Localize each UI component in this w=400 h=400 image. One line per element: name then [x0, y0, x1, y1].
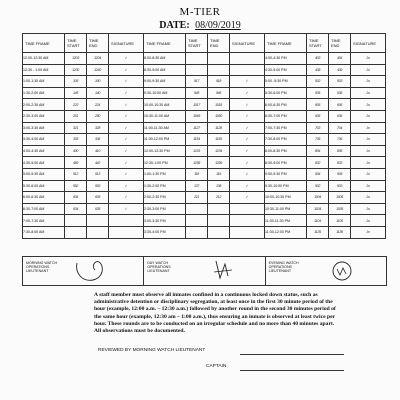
signature-cell[interactable]: Jn — [351, 203, 386, 215]
time-start-cell[interactable]: 634 — [65, 203, 87, 215]
time-frame-cell: 11:30-12:00 PM — [265, 226, 307, 238]
time-start-cell[interactable]: 400 — [65, 145, 87, 157]
signature-cell[interactable] — [230, 64, 265, 76]
table-row — [23, 215, 386, 227]
time-start-cell[interactable]: 1034 — [307, 203, 329, 215]
signature-cell[interactable]: ✓ — [230, 157, 265, 169]
time-start-cell[interactable] — [65, 226, 87, 238]
time-start-cell[interactable] — [186, 64, 208, 76]
time-end-cell[interactable] — [208, 53, 230, 65]
time-frame-cell: 3:30-4:00 PM — [144, 226, 186, 238]
time-end-cell[interactable]: 635 — [87, 203, 109, 215]
time-frame-cell: 9:00-9:30 PM — [265, 168, 307, 180]
signature-cell[interactable]: ✓ — [230, 192, 265, 204]
table-row — [23, 134, 386, 146]
time-frame-cell: 1:00-1:30 PM — [144, 168, 186, 180]
time-frame-cell: 9:30-10:00 AM — [144, 87, 186, 99]
time-frame-cell: 7:30-8:00 PM — [265, 134, 307, 146]
time-start-cell[interactable] — [65, 215, 87, 227]
time-end-cell[interactable]: 138 — [208, 180, 230, 192]
time-start-cell[interactable]: 502 — [307, 76, 329, 88]
time-frame-cell: 12:00-12:30 AM — [23, 53, 65, 65]
table-row — [23, 157, 386, 169]
date-row — [0, 20, 400, 31]
day-lieutenant-label: DAY WATCH OPERATIONS LIEUTENANT — [147, 261, 171, 274]
header-time-frame: TIME FRAME — [23, 34, 65, 53]
time-end-cell[interactable]: 250 — [87, 110, 109, 122]
time-frame-cell: 9:30-10:00 PM — [265, 180, 307, 192]
signature-cell[interactable]: ✓ — [109, 110, 144, 122]
time-end-cell[interactable]: 1018 — [208, 99, 230, 111]
signature-cell[interactable]: ✓ — [230, 168, 265, 180]
signature-cell[interactable]: ✓ — [109, 64, 144, 76]
time-end-cell[interactable]: 119 — [208, 168, 230, 180]
time-start-cell[interactable]: 118 — [186, 168, 208, 180]
date-value: 08/09/2019 — [195, 20, 241, 31]
captain-label: CAPTAIN — [206, 364, 227, 369]
time-end-cell[interactable] — [208, 203, 230, 215]
morning-lieutenant-signature-icon — [71, 258, 141, 284]
time-start-cell[interactable]: 321 — [65, 122, 87, 134]
time-frame-cell: 1:00-1:30 AM — [23, 76, 65, 88]
evening-lieutenant-label: EVENING WATCH OPERATIONS LIEUTENANT — [268, 261, 299, 274]
table-row — [23, 64, 386, 76]
time-end-cell[interactable]: 1234 — [208, 145, 230, 157]
time-frame-cell: 3:00-3:30 AM — [23, 122, 65, 134]
time-start-cell[interactable]: 1154 — [186, 134, 208, 146]
signature-cell[interactable] — [230, 53, 265, 65]
time-frame-cell: 4:00-4:30 PM — [265, 53, 307, 65]
lieutenant-signature-row — [22, 256, 387, 286]
signature-cell[interactable]: Jn — [351, 99, 386, 111]
signature-cell[interactable]: Jn — [351, 64, 386, 76]
time-start-cell[interactable]: 145 — [65, 87, 87, 99]
time-frame-cell: 11:00-11:30 PM — [265, 215, 307, 227]
morning-lieutenant-cell — [23, 257, 144, 285]
table-row — [23, 110, 386, 122]
signature-cell[interactable]: ✓ — [109, 122, 144, 134]
header-time-end: TIME END — [329, 34, 351, 53]
time-end-cell[interactable]: 736 — [329, 134, 351, 146]
time-frame-cell: 10:30-11:00 AM — [144, 110, 186, 122]
time-end-cell[interactable]: 513 — [87, 168, 109, 180]
time-frame-cell: 4:00-4:30 AM — [23, 145, 65, 157]
signature-cell[interactable]: ✓ — [109, 76, 144, 88]
time-end-cell[interactable]: 833 — [329, 157, 351, 169]
header-time-start: TIME START — [65, 34, 87, 53]
time-start-cell[interactable]: 1203 — [65, 53, 87, 65]
time-start-cell[interactable]: 1230 — [65, 64, 87, 76]
table-row — [23, 192, 386, 204]
time-frame-cell: 1:30-2:00 PM — [144, 180, 186, 192]
time-end-cell[interactable] — [87, 215, 109, 227]
signature-cell[interactable]: ✓ — [230, 87, 265, 99]
round-log-table — [22, 33, 386, 239]
table-row — [23, 122, 386, 134]
time-frame-cell: 4:30-5:00 AM — [23, 157, 65, 169]
time-end-cell[interactable]: 336 — [87, 134, 109, 146]
time-start-cell[interactable]: 1017 — [186, 99, 208, 111]
table-row — [23, 76, 386, 88]
header-time-start: TIME START — [186, 34, 208, 53]
time-frame-cell: 6:30-7:00 AM — [23, 203, 65, 215]
time-frame-cell: 11:30-12:00 PM — [144, 134, 186, 146]
time-end-cell[interactable]: 328 — [87, 122, 109, 134]
time-start-cell[interactable]: 1258 — [186, 157, 208, 169]
time-start-cell[interactable] — [186, 215, 208, 227]
signature-cell[interactable]: Jn — [351, 180, 386, 192]
time-frame-cell: 6:30-7:00 PM — [265, 110, 307, 122]
signature-cell[interactable]: ✓ — [109, 87, 144, 99]
form-title: M-TIER — [179, 6, 221, 18]
time-frame-cell: 5:00 -5:30 PM — [265, 76, 307, 88]
time-frame-cell: 12:00-12:30 PM — [144, 145, 186, 157]
time-start-cell[interactable]: 804 — [307, 145, 329, 157]
time-frame-cell: 2:30-3:00 PM — [144, 203, 186, 215]
signature-cell[interactable]: ✓ — [109, 168, 144, 180]
date-label: DATE: — [159, 20, 190, 31]
time-end-cell[interactable]: 1136 — [329, 226, 351, 238]
time-start-cell[interactable]: 1104 — [307, 215, 329, 227]
time-frame-cell: 12:30-1:00 PM — [144, 157, 186, 169]
time-start-cell[interactable]: 1004 — [307, 192, 329, 204]
time-end-cell[interactable]: 1240 — [87, 64, 109, 76]
signature-cell[interactable]: ✓ — [230, 110, 265, 122]
time-frame-cell: 8:30-9:00 AM — [144, 64, 186, 76]
time-frame-cell: 7:30-8:00 AM — [23, 226, 65, 238]
time-end-cell[interactable]: 1005 — [329, 192, 351, 204]
time-start-cell[interactable] — [186, 226, 208, 238]
time-start-cell[interactable]: 223 — [65, 99, 87, 111]
time-end-cell[interactable] — [208, 64, 230, 76]
time-frame-cell: 10:00-10:30 PM — [265, 192, 307, 204]
captain-signature-line[interactable] — [240, 370, 344, 371]
table-row — [23, 145, 386, 157]
time-start-cell[interactable]: 335 — [65, 134, 87, 146]
time-frame-cell: 7:00-7:30 PM — [265, 122, 307, 134]
signature-cell[interactable] — [230, 203, 265, 215]
time-end-cell[interactable]: 1105 — [329, 215, 351, 227]
signature-cell[interactable]: Jn — [351, 110, 386, 122]
signature-cell[interactable]: Jn — [351, 122, 386, 134]
time-frame-cell: 3:00-3:30 PM — [144, 215, 186, 227]
time-start-cell[interactable]: 211 — [186, 192, 208, 204]
time-start-cell[interactable] — [186, 53, 208, 65]
table-row — [23, 87, 386, 99]
time-end-cell[interactable]: 933 — [329, 180, 351, 192]
signature-cell[interactable]: ✓ — [230, 145, 265, 157]
signature-cell[interactable]: ✓ — [230, 180, 265, 192]
signature-cell[interactable]: Jn — [351, 192, 386, 204]
signature-cell[interactable]: ✓ — [230, 76, 265, 88]
day-lieutenant-signature-icon — [192, 258, 262, 284]
time-end-cell[interactable]: 946 — [208, 87, 230, 99]
signature-cell[interactable]: Jn — [351, 76, 386, 88]
time-start-cell[interactable]: 703 — [307, 122, 329, 134]
morning-lieutenant-label: MORNING WATCH OPERATIONS LIEUTENANT — [26, 261, 58, 274]
time-end-cell[interactable]: 439 — [329, 64, 351, 76]
time-frame-cell: 8:30-9:00 PM — [265, 157, 307, 169]
time-frame-cell: 6:00-6:30 PM — [265, 99, 307, 111]
table-row — [23, 99, 386, 111]
time-start-cell[interactable]: 403 — [307, 53, 329, 65]
time-start-cell[interactable]: 735 — [307, 134, 329, 146]
signature-cell[interactable] — [109, 215, 144, 227]
signature-cell[interactable]: ✓ — [230, 122, 265, 134]
time-start-cell[interactable]: 932 — [307, 180, 329, 192]
header-signature: SIGNATURE — [351, 34, 386, 53]
signature-cell[interactable]: Jn — [351, 53, 386, 65]
time-start-cell[interactable]: 832 — [307, 157, 329, 169]
time-end-cell[interactable]: 636 — [329, 110, 351, 122]
time-start-cell[interactable]: 1233 — [186, 145, 208, 157]
time-start-cell[interactable]: 1135 — [307, 226, 329, 238]
time-end-cell[interactable]: 1128 — [208, 122, 230, 134]
time-frame-cell: 11:00-11:30 AM — [144, 122, 186, 134]
table-row — [23, 168, 386, 180]
evening-lieutenant-signature-icon — [314, 258, 384, 284]
header-time-end: TIME END — [208, 34, 230, 53]
reviewed-by-signature-line[interactable] — [240, 354, 344, 355]
table-header-row — [23, 34, 386, 53]
time-start-cell[interactable]: 635 — [307, 110, 329, 122]
table-row — [23, 203, 386, 215]
time-start-cell[interactable]: 945 — [186, 87, 208, 99]
header-time-frame: TIME FRAME — [144, 34, 186, 53]
time-start-cell[interactable]: 459 — [65, 157, 87, 169]
time-end-cell[interactable]: 1050 — [208, 110, 230, 122]
time-frame-cell: 7:00-7:30 AM — [23, 215, 65, 227]
signature-cell[interactable]: ✓ — [109, 53, 144, 65]
time-end-cell[interactable]: 442 — [87, 157, 109, 169]
time-frame-cell: 10:30-11:00 PM — [265, 203, 307, 215]
signature-cell[interactable]: ✓ — [109, 99, 144, 111]
time-end-cell[interactable] — [208, 215, 230, 227]
table-row — [23, 226, 386, 238]
time-start-cell[interactable]: 1127 — [186, 122, 208, 134]
signature-cell[interactable]: ✓ — [109, 134, 144, 146]
time-end-cell[interactable]: 704 — [329, 122, 351, 134]
signature-cell[interactable]: Jn — [351, 168, 386, 180]
reviewed-by-label: REVIEWED BY MORNING WATCH LIEUTENANT — [98, 348, 206, 353]
time-start-cell[interactable]: 512 — [65, 168, 87, 180]
time-frame-cell: 4:30-5:00 PM — [265, 64, 307, 76]
header-time-end: TIME END — [87, 34, 109, 53]
header-time-start: TIME START — [307, 34, 329, 53]
time-frame-cell: 1:30-2:00 AM — [23, 87, 65, 99]
table-row — [23, 180, 386, 192]
time-frame-cell: 9:00-9:30 AM — [144, 76, 186, 88]
time-start-cell[interactable]: 605 — [307, 99, 329, 111]
time-frame-cell: 3:30-4:00 AM — [23, 134, 65, 146]
observation-policy-notice: A staff member must observe all inmates confined in a continuous locked down status, such as administrative detention or disciplinary segregation, at least once in the first 30 minute period of the hour (example, 12:00 a.m. – 12:30 a.m.) followed by another round in the second 30 minutes period of the same hour (example, 12:30 am – 1:00 a.m.), thus ensuring an inmate is observed at least twice per hour. These rounds are to be conducted on an irregular schedule and no more than 40 minutes apart. All observations must be documented. — [94, 292, 336, 335]
time-frame-cell: 5:00-5:30 AM — [23, 168, 65, 180]
evening-lieutenant-cell — [266, 257, 386, 285]
time-start-cell[interactable]: 105 — [65, 76, 87, 88]
time-frame-cell: 12:30 - 1:00 AM — [23, 64, 65, 76]
time-start-cell[interactable]: 438 — [307, 64, 329, 76]
time-end-cell[interactable]: 1204 — [87, 53, 109, 65]
time-start-cell[interactable]: 535 — [307, 87, 329, 99]
header-signature: SIGNATURE — [109, 34, 144, 53]
signature-cell[interactable]: ✓ — [109, 157, 144, 169]
signature-cell[interactable]: ✓ — [109, 180, 144, 192]
signature-cell[interactable] — [230, 226, 265, 238]
time-start-cell[interactable]: 917 — [186, 76, 208, 88]
time-end-cell[interactable]: 606 — [329, 99, 351, 111]
time-end-cell[interactable]: 1259 — [208, 157, 230, 169]
time-end-cell[interactable]: 140 — [87, 87, 109, 99]
time-end-cell[interactable]: 918 — [208, 76, 230, 88]
time-end-cell[interactable]: 536 — [329, 87, 351, 99]
time-end-cell[interactable]: 905 — [329, 168, 351, 180]
time-start-cell[interactable]: 251 — [65, 110, 87, 122]
time-end-cell[interactable] — [208, 226, 230, 238]
header-signature: SIGNATURE — [230, 34, 265, 53]
header-time-frame: TIME FRAME — [265, 34, 307, 53]
signature-cell[interactable]: Jn — [351, 87, 386, 99]
time-frame-cell: 2:00-2:30 PM — [144, 192, 186, 204]
time-end-cell[interactable]: 503 — [329, 76, 351, 88]
time-start-cell[interactable]: 604 — [65, 192, 87, 204]
time-end-cell[interactable]: 100 — [87, 76, 109, 88]
time-frame-cell: 8:00-8:30 PM — [265, 145, 307, 157]
table-body — [23, 53, 386, 239]
time-end-cell[interactable]: 553 — [87, 180, 109, 192]
signature-cell[interactable]: Jn — [351, 157, 386, 169]
time-end-cell[interactable] — [87, 226, 109, 238]
time-start-cell[interactable]: 137 — [186, 180, 208, 192]
signature-cell[interactable]: ✓ — [230, 99, 265, 111]
time-frame-cell: 5:30-6:00 PM — [265, 87, 307, 99]
time-frame-cell: 10:00-10:30 AM — [144, 99, 186, 111]
time-frame-cell: 6:00-6:30 AM — [23, 192, 65, 204]
table-row — [23, 53, 386, 65]
signature-cell[interactable]: Jn — [351, 145, 386, 157]
time-end-cell[interactable]: 404 — [329, 53, 351, 65]
signature-cell[interactable]: ✓ — [109, 145, 144, 157]
signature-cell[interactable]: Jn — [351, 226, 386, 238]
time-end-cell[interactable]: 212 — [208, 192, 230, 204]
time-frame-cell: 8:00-8:30 AM — [144, 53, 186, 65]
time-end-cell[interactable]: 1035 — [329, 203, 351, 215]
day-lieutenant-cell — [144, 257, 265, 285]
time-frame-cell: 2:30-3:00 AM — [23, 110, 65, 122]
time-end-cell[interactable]: 224 — [87, 99, 109, 111]
time-end-cell[interactable]: 410 — [87, 145, 109, 157]
time-frame-cell: 5:30-6:00 AM — [23, 180, 65, 192]
signature-cell[interactable]: ✓ — [109, 192, 144, 204]
time-start-cell[interactable]: 552 — [65, 180, 87, 192]
time-start-cell[interactable]: 1049 — [186, 110, 208, 122]
signature-cell[interactable] — [109, 226, 144, 238]
signature-cell[interactable]: Jn — [351, 215, 386, 227]
time-end-cell[interactable]: 805 — [329, 145, 351, 157]
signature-cell[interactable] — [230, 215, 265, 227]
signature-cell[interactable]: ✓ — [230, 134, 265, 146]
signature-cell[interactable]: Jn — [351, 134, 386, 146]
time-start-cell[interactable]: 904 — [307, 168, 329, 180]
signature-cell[interactable]: ✓ — [109, 203, 144, 215]
time-end-cell[interactable]: 1155 — [208, 134, 230, 146]
time-frame-cell: 2:00-2:30 AM — [23, 99, 65, 111]
time-end-cell[interactable]: 605 — [87, 192, 109, 204]
time-start-cell[interactable] — [186, 203, 208, 215]
